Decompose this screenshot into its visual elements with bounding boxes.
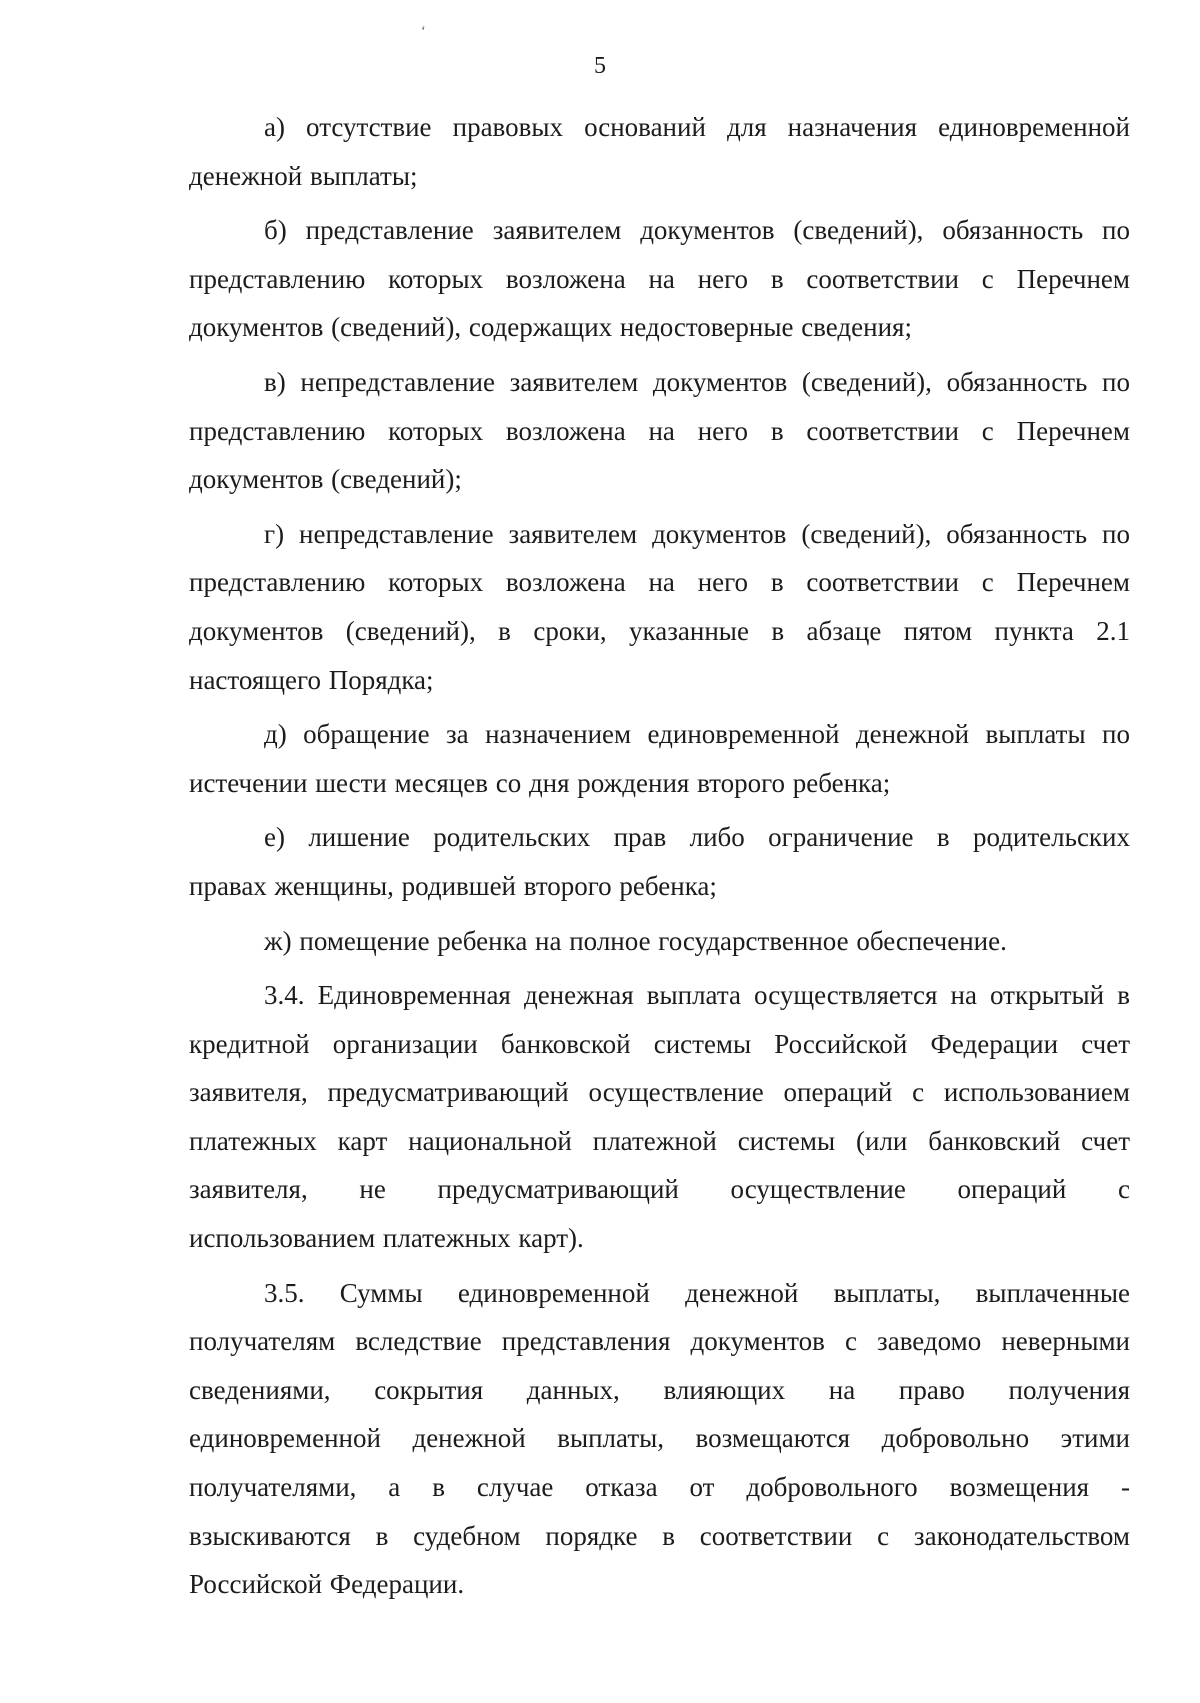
paragraph xyxy=(189,206,1130,352)
paragraph-line: платежных карт национальной платежной системы (или банковский счет xyxy=(189,1125,1130,1156)
paragraph-line: правах женщины, родившей второго ребенка; xyxy=(189,870,717,901)
paragraph-line: е) лишение родительских прав либо ограничение в родительских xyxy=(264,822,1130,853)
paragraph-line: документов (сведений); xyxy=(189,464,462,495)
paragraph-line: настоящего Порядка; xyxy=(189,664,434,695)
paragraph-line: Российской Федерации. xyxy=(189,1569,465,1600)
paragraph-line: использованием платежных карт). xyxy=(189,1223,584,1254)
paragraph-line: денежной выплаты; xyxy=(189,160,418,191)
paragraph-line: представлению которых возложена на него в соответствии с Перечнем xyxy=(189,263,1130,294)
paragraph-line: г) непредставление заявителем документов (сведений), обязанность по xyxy=(264,518,1130,549)
paragraph-line: получателям вследствие представления документов с заведомо неверными xyxy=(189,1326,1130,1357)
paragraph-line: заявителя, не предусматривающий осуществление операций с xyxy=(189,1174,1130,1205)
paragraph-line: единовременной денежной выплаты, возмещаются добровольно этими xyxy=(189,1423,1130,1454)
paragraph xyxy=(189,710,1130,807)
paragraph-line: документов (сведений), содержащих недостоверные сведения; xyxy=(189,312,912,343)
paragraph-line: б) представление заявителем документов (сведений), обязанность по xyxy=(264,215,1130,246)
paragraph-line: получателями, а в случае отказа от добровольного возмещения - xyxy=(189,1472,1130,1503)
paragraph xyxy=(189,917,1130,966)
paragraph-line: сведениями, сокрытия данных, влияющих на право получения xyxy=(189,1374,1130,1405)
paragraph xyxy=(189,358,1130,504)
paragraph-line: представлению которых возложена на него в соответствии с Перечнем xyxy=(189,567,1130,598)
paragraph-line: а) отсутствие правовых оснований для назначения единовременной xyxy=(264,112,1130,142)
paragraph-line: ж) помещение ребенка на полное государственное обеспечение. xyxy=(264,925,1007,956)
paragraph-line: заявителя, предусматривающий осуществление операций с использованием xyxy=(189,1077,1130,1108)
paragraph-line: взыскиваются в судебном порядке в соответствии с законодательством xyxy=(189,1520,1130,1551)
paragraph xyxy=(189,813,1130,910)
paragraph xyxy=(189,1269,1130,1609)
paragraph xyxy=(189,510,1130,704)
page-number: 5 xyxy=(594,53,606,79)
paragraph-line: кредитной организации банковской системы Российской Федерации счет xyxy=(189,1028,1130,1059)
document-body xyxy=(189,103,1130,1615)
paragraph-line: 3.4. Единовременная денежная выплата осуществляется на открытый в xyxy=(264,980,1130,1011)
paragraph-line: в) непредставление заявителем документов (сведений), обязанность по xyxy=(264,366,1130,397)
scan-mark: ‘ xyxy=(421,24,426,39)
paragraph xyxy=(189,971,1130,1263)
paragraph-line: 3.5. Суммы единовременной денежной выплаты, выплаченные xyxy=(264,1277,1130,1308)
paragraph-line: документов (сведений), в сроки, указанные в абзаце пятом пункта 2.1 xyxy=(189,615,1130,646)
paragraph-line: представлению которых возложена на него в соответствии с Перечнем xyxy=(189,415,1130,446)
paragraph xyxy=(189,103,1130,200)
paragraph-line: д) обращение за назначением единовременной денежной выплаты по xyxy=(264,719,1130,750)
paragraph-line: истечении шести месяцев со дня рождения второго ребенка; xyxy=(189,767,891,798)
